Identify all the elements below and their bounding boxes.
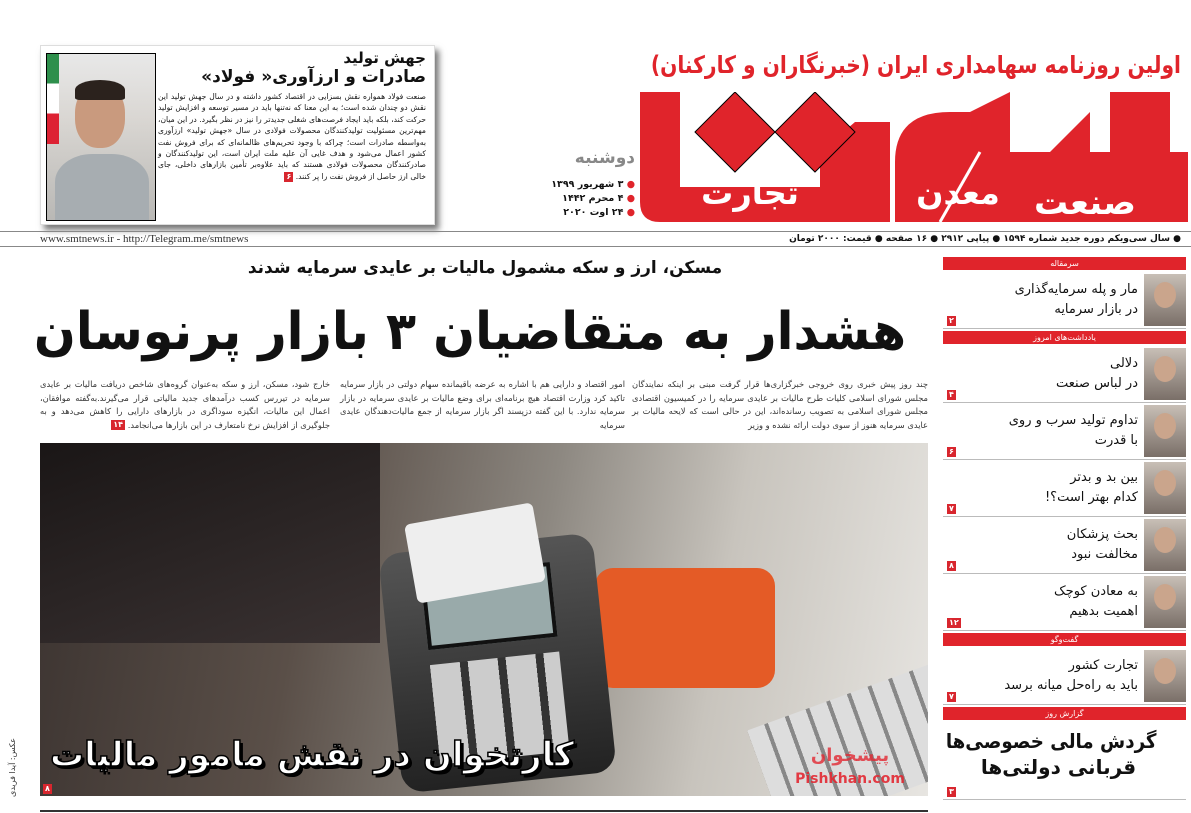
date-text: ۳ شهریور ۱۳۹۹ [551,179,624,190]
item-title: تداوم تولید سرب و روی با قدرت [1008,413,1138,448]
item-title: مار و پله سرمایه‌گذاری در بازار سرمایه [1014,282,1138,317]
masthead-tagline: اولین روزنامه سهامداری ایران (خبرنگاران و کارکنان) [650,51,1181,79]
date-text: ۲۴ اوت ۲۰۲۰ [563,207,624,218]
promo-body-text: صنعت فولاد همواره نقش بسزایی در اقتصاد کشور داشته و در سال جهش تولید این نقش دو چندان شده است؛ به این معنا که نه‌تنها باید در مسیر توسعه و افزایش تولید حرکت کند، بلکه باید ایجاد فرصت‌های شغلی جدیدتر را نیز در نظر بگیرد. در این میان، مهم‌ترین مسئولیت تولیدکنندگان محصولات فولادی در سال «جهش تولید» ارزآوری به‌واسطه صادرات است؛ چراکه با وجود تحریم‌های ظالمانه‌ای که برای فروش نفت کشور اعمال می‌شود و هدف غایی آن علیه ملت ایران است، این تولیدکنندگان و صادرکنندگان محصولات فولادی هستند که باید علاوه‌بر تأمین بازارهای داخلی، جای خالی ارز حاصل از فروش نفت را پر کنند. [158,92,426,181]
item-title: به معادن کوچک اهمیت بدهیم [1054,584,1138,619]
page-number-badge: ۳ [949,787,954,796]
page-number-badge: ۸ [45,784,50,793]
date-lunar: ● ۴ محرم ۱۴۴۲ [562,193,635,204]
page-number-badge: ۱۲ [949,618,959,627]
interview-item[interactable] [943,648,1186,705]
web-links[interactable]: www.smtnews.ir - http://Telegram.me/smtnews [40,233,249,245]
note-item[interactable] [943,574,1186,631]
divider [0,246,1191,247]
promo-kicker: جهش تولید [343,49,426,67]
page-number-badge: ۷ [949,692,954,701]
author-photo [1144,348,1186,400]
note-item[interactable] [943,403,1186,460]
section-header-notes: یادداشت‌های امروز [943,331,1186,344]
page-number-badge: ۸ [949,561,954,570]
photo-credit: عکس: آیدا فریدی [8,738,17,797]
item-title: تجارت کشور باید به راه‌حل میانه برسد [1004,658,1138,693]
item-title: بین بد و بدتر کدام بهتر است؟! [1044,470,1138,505]
page-number-badge: ۱۴ [113,420,124,429]
note-item[interactable] [943,346,1186,403]
report-item[interactable] [943,722,1186,800]
author-photo [1144,274,1186,326]
author-photo [1144,576,1186,628]
promo-title[interactable]: صادرات و ارزآوری« فولاد» [201,67,426,87]
sidebar [943,255,1186,800]
lead-column-right: چند روز پیش خبری روی خروجی خبرگزاری‌ها قرار گرفت مبنی بر اینکه نمایندگان مجلس شورای اسلامی کلیات طرح مالیات بر عایدی سرمایه را در کمیسیون اقتصادی مجلس شورای اسلامی به تصویب رسانده‌اند، این در حالی است که لایحه مالیات بر عایدی سرمایه هنوز از سوی دولت ارائه نشده و وزیر [632,379,928,430]
section-header-report: گزارش روز [943,707,1186,720]
watermark-url: Pishkhan.com [795,771,905,787]
interviewee-photo [1144,650,1186,702]
promo-box[interactable] [40,45,435,225]
note-item[interactable] [943,517,1186,574]
note-item[interactable] [943,460,1186,517]
page-number-badge: ۴ [949,390,954,399]
section-header-editorial: سرمقاله [943,257,1186,270]
author-photo [1144,462,1186,514]
issue-info: ● سال سی‌ویکم دوره جدید شماره ۱۵۹۴ ● پیاپی ۲۹۱۲ ● ۱۶ صفحه ● قیمت: ۲۰۰۰ تومان [789,234,1181,244]
lead-column-middle: امور اقتصاد و دارایی هم با اشاره به عرضه باقیمانده سهام دولتی در بازار سرمایه تاکید کرد وزارت اقتصاد هیچ برنامه‌ای برای وضع مالیات بر عایدی سرمایه در بازار سرمایه ندارد. با این گفته دزپسند اگر بازار سرمایه از جمع مالیات‌دهندگان عایدی سرمایه [340,379,625,430]
logo-word-3: تجارت [701,174,799,212]
author-photo [1144,519,1186,571]
photo-caption[interactable]: کارتخوان در نقش مامور مالیات [50,735,575,775]
logo-word-2: معدن [916,174,1000,212]
promo-portrait-photo [46,53,156,221]
page-number-badge: ۲ [949,316,954,325]
watermark-logo: پیشخوان [810,745,890,766]
date-text: ۴ محرم ۱۴۴۲ [562,193,624,204]
divider [0,231,1191,232]
promo-body [158,91,426,182]
newspaper-logo [640,92,1188,222]
item-title: دلالی در لباس صنعت [1055,356,1138,391]
date-gregorian: ● ۲۴ اوت ۲۰۲۰ [563,207,635,218]
page-number-badge: ۶ [949,447,954,456]
column-text: خارج شود، مسکن، ارز و سکه به‌عنوان گروه‌های شاخص دریافت مالیات بر عایدی سرمایه در تیررس کسب درآمدهای جدید مالیاتی قرار می‌گیرند.به‌گفته موافقان، اعمال این مالیات، انگیزه سوداگری در بازارهای دارایی را کاهش می‌دهد و به جلوگیری از افزایش نرخ نامتعارف در این بازارها می‌انجامد. [40,379,330,430]
page-number-badge: ۷ [949,504,954,513]
editorial-item[interactable] [943,272,1186,329]
item-title: بحث پزشکان مخالفت نبود [1066,527,1138,562]
logo-word-1: صنعت [1034,183,1136,222]
date-solar: ● ۳ شهریور ۱۳۹۹ [551,179,635,190]
lead-column-left [40,378,330,432]
lead-headline[interactable]: هشدار به متقاضیان ۳ بازار پرنوسان [33,302,907,362]
divider [40,810,928,812]
section-header-interview: گفت‌وگو [943,633,1186,646]
page-number-badge: ۶ [286,171,292,181]
lead-subheadline: مسکن، ارز و سکه مشمول مالیات بر عایدی سرمایه شدند [247,258,723,278]
item-title: گردش مالی خصوصی‌ها قربانی دولتی‌ها [945,729,1157,779]
day-name: دوشنبه [574,148,635,168]
author-photo [1144,405,1186,457]
